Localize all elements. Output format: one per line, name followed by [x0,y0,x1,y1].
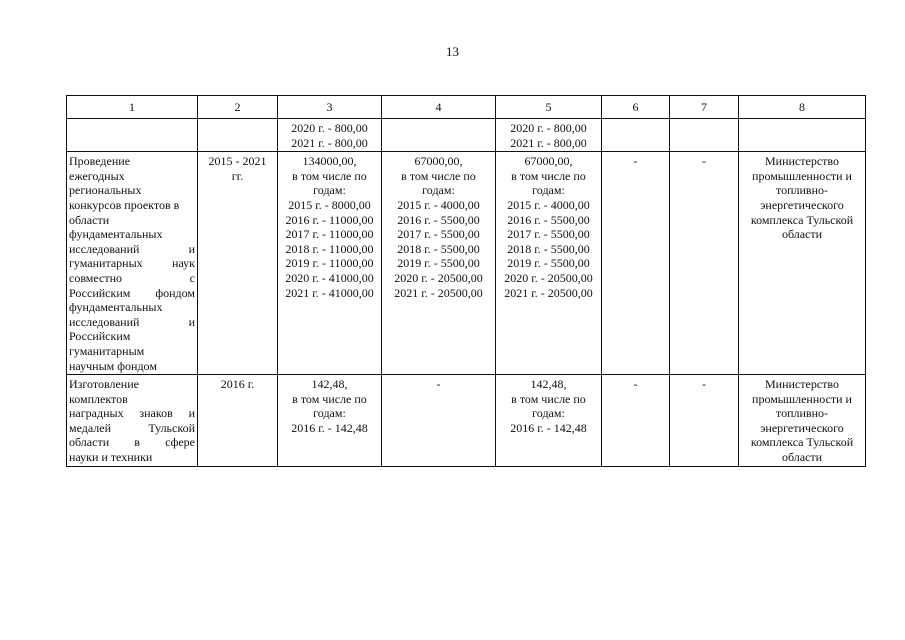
cell-line: Министерство [765,377,839,392]
column-header: 5 [496,96,602,119]
cell-line: промышленности и [752,168,852,183]
cell-executor [739,375,866,467]
cell-line: комплектов [69,391,128,406]
cell-line: фундаментальных [69,227,163,242]
cell-line: 2019 г. - 5500,00 [397,256,480,271]
cell-total [278,119,382,152]
cell-col6 [602,119,670,152]
column-header: 1 [67,96,198,119]
cell-line: 2020 г. - 20500,00 [504,270,593,285]
cell-line: гуманитарным [69,343,145,358]
cell-col6: - [602,375,670,467]
column-header: 6 [602,96,670,119]
cell-line: области в сфере [69,435,195,450]
cell-line: медалей Тульской [69,420,195,435]
column-header: 3 [278,96,382,119]
cell-line: 142,48, [311,377,348,392]
cell-col7 [670,119,739,152]
column-header: 8 [739,96,866,119]
cell-line: годам: [313,183,346,198]
cell-line: гг. [231,168,244,183]
program-table [66,95,866,467]
cell-line: в том числе по [292,168,367,183]
cell-line: 2015 г. - 4000,00 [397,197,480,212]
cell-line: 2015 г. - 4000,00 [507,197,590,212]
column-header: 7 [670,96,739,119]
cell-line: топливно- [775,406,828,421]
cell-line: области [69,212,110,227]
cell-total [278,152,382,375]
table-header-row [67,96,866,119]
table-row [67,152,866,375]
cell-name [67,375,198,467]
cell-line: фундаментальных [69,300,163,315]
cell-col5 [496,119,602,152]
cell-line: годам: [532,183,565,198]
cell-line: области [781,450,823,465]
cell-name [67,152,198,375]
cell-line: годам: [532,406,565,421]
cell-total [278,375,382,467]
cell-line: годам: [422,183,455,198]
cell-col6: - [602,152,670,375]
page-number: 13 [446,44,459,59]
cell-line: совместно с [69,270,195,285]
cell-line: в том числе по [511,391,586,406]
cell-line: 2020 г. - 20500,00 [394,270,483,285]
cell-line: Министерство [765,154,839,169]
cell-line: энергетического [760,420,844,435]
cell-line: наградных знаков и [69,406,195,421]
cell-line: 2016 г. - 142,48 [510,420,587,435]
cell-line: 2021 г. - 800,00 [291,135,368,150]
cell-line: годам: [313,406,346,421]
cell-line: 2021 г. - 20500,00 [394,285,483,300]
cell-period [198,375,278,467]
cell-line: промышленности и [752,391,852,406]
cell-line: 134000,00, [302,154,357,169]
cell-line: конкурсов проектов в [69,197,180,212]
cell-line: Российским фондом [69,285,195,300]
cell-line: в том числе по [292,391,367,406]
cell-line: 2015 - 2021 [208,154,267,169]
cell-line: 2021 г. - 800,00 [510,135,587,150]
table-row [67,375,866,467]
cell-line: 2017 г. - 5500,00 [507,227,590,242]
cell-line: 2018 г. - 11000,00 [285,241,374,256]
cell-line: Проведение [69,154,131,169]
table-row-continued [67,119,866,152]
cell-line: 2015 г. - 8000,00 [288,197,371,212]
cell-line: исследований и [69,241,195,256]
cell-line: комплекса Тульской [750,435,854,450]
cell-line: научным фондом [69,358,157,373]
cell-line: комплекса Тульской [750,212,854,227]
cell-line: 2018 г. - 5500,00 [397,241,480,256]
cell-col4 [382,152,496,375]
cell-line: 2019 г. - 11000,00 [285,256,374,271]
cell-line: 2020 г. - 41000,00 [285,270,374,285]
cell-period [198,119,278,152]
cell-line: энергетического [760,197,844,212]
cell-line: области [781,227,823,242]
cell-line: 2018 г. - 5500,00 [507,241,590,256]
cell-line: 67000,00, [524,154,573,169]
cell-col7: - [670,375,739,467]
cell-name [67,119,198,152]
cell-col4 [382,119,496,152]
cell-line: 2016 г. - 142,48 [291,420,368,435]
cell-line: 2021 г. - 20500,00 [504,285,593,300]
cell-line: 2016 г. - 5500,00 [397,212,480,227]
cell-line: 2020 г. - 800,00 [510,121,587,135]
cell-col5 [496,375,602,467]
cell-line: 2017 г. - 5500,00 [397,227,480,242]
cell-line: Российским [69,329,131,344]
cell-col4 [382,375,496,467]
cell-executor [739,119,866,152]
cell-line: региональных [69,183,142,198]
cell-line: топливно- [775,183,828,198]
column-header: 4 [382,96,496,119]
cell-line: 2016 г. - 5500,00 [507,212,590,227]
cell-period [198,152,278,375]
cell-line: 2016 г. - 11000,00 [285,212,374,227]
cell-line: науки и техники [69,450,153,465]
cell-line: 2021 г. - 41000,00 [285,285,374,300]
cell-line: - [436,377,441,392]
column-header: 2 [198,96,278,119]
cell-line: 2020 г. - 800,00 [291,121,368,135]
cell-line: в том числе по [401,168,476,183]
cell-line: 2016 г. [220,377,255,392]
cell-executor [739,152,866,375]
cell-line: 142,48, [530,377,567,392]
cell-line: 2017 г. - 11000,00 [285,227,374,242]
cell-line: Изготовление [69,377,139,392]
cell-line: ежегодных [69,168,125,183]
cell-line: в том числе по [511,168,586,183]
cell-line: 67000,00, [414,154,463,169]
cell-line: исследований и [69,314,195,329]
cell-col5 [496,152,602,375]
cell-line: 2019 г. - 5500,00 [507,256,590,271]
cell-line: гуманитарных наук [69,256,195,271]
cell-col7: - [670,152,739,375]
